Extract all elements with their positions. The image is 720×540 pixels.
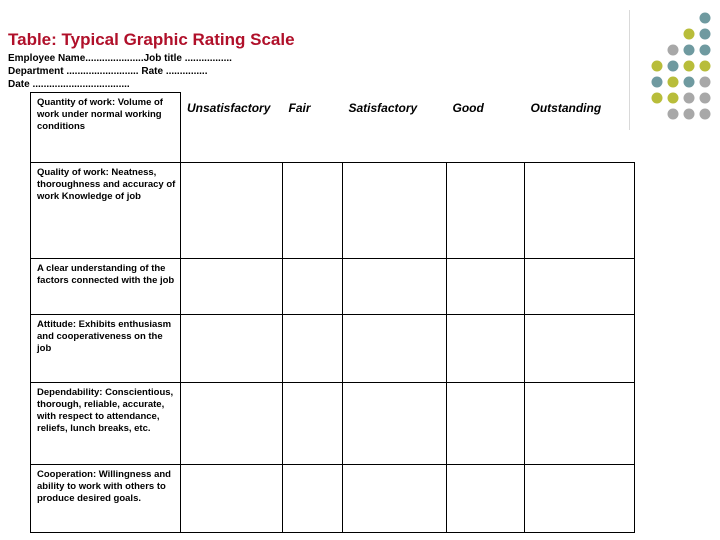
rating-cell[interactable] [283,465,343,533]
column-header-good: Good [452,100,484,115]
decorative-dots [640,10,720,130]
rating-cell[interactable] [343,259,447,315]
dot-icon [668,45,679,56]
dot-icon [652,77,663,88]
rating-cell[interactable] [525,163,635,259]
rating-cell[interactable] [447,259,525,315]
dot-icon [668,109,679,120]
rating-cell[interactable] [181,163,283,259]
table-row [31,259,635,315]
rating-cell[interactable] [343,315,447,383]
criterion-cell: Quality of work: Neatness, thoroughness and accuracy of work Knowledge of job [31,163,181,259]
dot-icon [684,93,695,104]
dot-icon [684,77,695,88]
rating-cell[interactable] [181,259,283,315]
table-row [31,383,635,465]
table-row [31,93,635,163]
criterion-cell: Cooperation: Willingness and ability to work with others to produce desired goals. [31,465,181,533]
employee-name-job-line: Employee Name.....................Job title ................. [8,53,232,64]
rating-cell[interactable] [525,315,635,383]
dot-icon [700,93,711,104]
dot-icon [668,61,679,72]
rating-cell[interactable] [181,383,283,465]
rating-cell[interactable] [181,315,283,383]
criterion-cell: A clear understanding of the factors connected with the job [31,259,181,315]
employee-info [8,52,232,91]
dot-icon [668,93,679,104]
rating-cell[interactable] [283,259,343,315]
rating-cell[interactable] [525,259,635,315]
rating-cell[interactable] [343,465,447,533]
dot-icon [684,109,695,120]
dot-icon [684,61,695,72]
rating-cell[interactable] [283,383,343,465]
criterion-cell: Quantity of work: Volume of work under normal working conditions [31,93,181,163]
criterion-cell: Dependability: Conscientious, thorough, reliable, accurate, with respect to attendance, reliefs, lunch breaks, etc. [31,383,181,465]
column-header-fair: Fair [288,100,311,115]
dot-icon [684,45,695,56]
table-row [31,465,635,533]
table-row [31,315,635,383]
dot-icon [684,29,695,40]
dot-icon [700,29,711,40]
dot-icon [700,77,711,88]
column-header-satisfactory: Satisfactory [348,100,418,115]
rating-cell[interactable] [447,315,525,383]
department-rate-line: Department .......................... Rate ............... [8,66,208,77]
table-row [31,163,635,259]
rating-cell[interactable] [283,315,343,383]
dot-icon [668,77,679,88]
rating-cell[interactable] [525,465,635,533]
rating-cell[interactable] [525,383,635,465]
rating-cell[interactable] [181,465,283,533]
column-header-unsatisfactory: Unsatisfactory [187,100,271,115]
rating-cell[interactable] [283,163,343,259]
dot-icon [700,109,711,120]
rating-cell[interactable] [447,163,525,259]
dot-icon [652,61,663,72]
rating-cell[interactable] [343,383,447,465]
rating-table [30,92,635,533]
rating-cell[interactable] [343,163,447,259]
dot-icon [700,61,711,72]
dot-icon [700,13,711,24]
rating-cell[interactable] [447,383,525,465]
criterion-cell: Attitude: Exhibits enthusiasm and cooperativeness on the job [31,315,181,383]
dot-icon [652,93,663,104]
column-header-outstanding: Outstanding [530,100,602,115]
page-title: Table: Typical Graphic Rating Scale [8,30,295,49]
date-line: Date ................................... [8,79,130,90]
rating-cell[interactable] [447,465,525,533]
dot-icon [700,45,711,56]
